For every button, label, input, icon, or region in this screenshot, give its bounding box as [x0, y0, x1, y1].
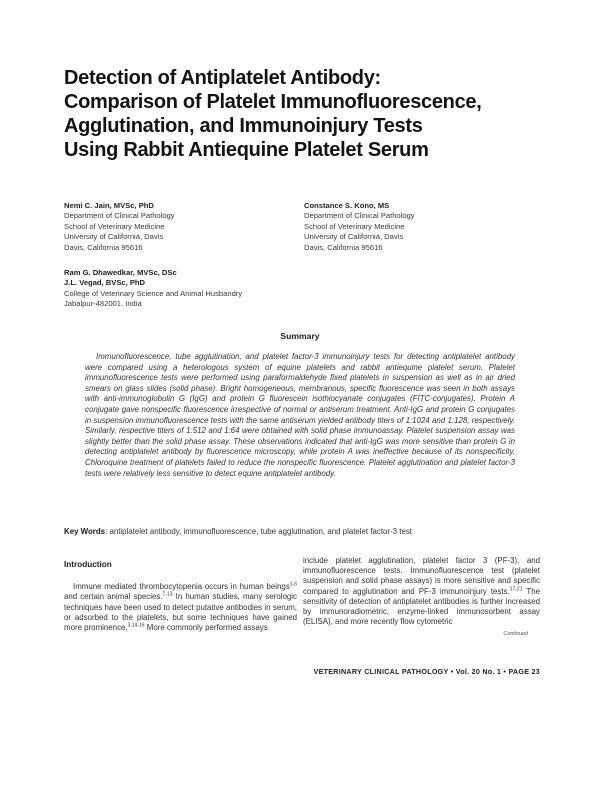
author-affiliation-line: College of Veterinary Science and Animal Husbandry — [64, 288, 243, 298]
article-title — [64, 66, 482, 162]
author-name: Ram G. Dhawedkar, MVSc, DSc — [64, 268, 177, 277]
author-affiliation-line: Davis, California 95616 — [304, 242, 383, 252]
author-block-dhawedkar-vegad — [64, 268, 324, 310]
author-affiliation-line: School of Veterinary Medicine — [304, 221, 405, 231]
body-text: The sensitivity of detection of antiplatelet antibodies is further increased by immunoradiometric, enzyme-linked immunosorbent assay (ELISA), and more recently flow cytometric — [303, 586, 540, 627]
author-affiliation-line: Jabalpur-482001, India — [64, 299, 142, 309]
journal-footer: VETERINARY CLINICAL PATHOLOGY • Vol. 20 No. 1 • PAGE 23 — [313, 667, 540, 676]
introduction-paragraph-continued — [303, 556, 540, 627]
introduction-paragraph — [64, 582, 297, 633]
body-text: include platelet agglutination, platelet factor 3 (PF-3), and immunofluorescence tests. Immunofluorescence test (platelet suspension and solid phase assays) is more sensitive and specific compared to agglutination and PF-3 immunoinjury tests. — [303, 556, 540, 596]
author-affiliation-line: University of California, Davis — [304, 232, 404, 242]
author-name: J.L. Vegad, BVSc, PhD — [64, 278, 146, 288]
keywords-text: : antiplatelet antibody, immunofluorescence, tube agglutination, and platelet factor-3 test — [105, 527, 412, 536]
author-affiliation-line: School of Veterinary Medicine — [64, 221, 165, 231]
body-column-left — [64, 560, 297, 633]
reference-superscript: 3,14-16 — [127, 622, 145, 629]
author-name: Constance S. Kono, MS — [304, 201, 390, 210]
body-text: More commonly performed assays — [144, 623, 268, 633]
author-affiliation-line: Davis, California 95616 — [64, 242, 143, 252]
body-text: In human studies, many serologic techniques have been used to detect putative antibodies in serum, or adsorbed to the platelets, but some techniques have gained more prominence. — [64, 592, 297, 633]
article-title-line: Comparison of Platelet Immunofluorescence, — [64, 91, 482, 113]
body-text: Immune mediated thrombocytopenia occurs in human beings — [73, 582, 290, 592]
author-affiliation-line: University of California, Davis — [64, 232, 164, 242]
keywords-line — [64, 527, 540, 536]
article-title-line: Using Rabbit Antiequine Platelet Serum — [64, 139, 429, 161]
keywords-label: Key Words — [64, 527, 106, 536]
article-title-line: Agglutination, and Immunoinjury Tests — [64, 115, 423, 137]
reference-superscript: 1-6 — [289, 581, 297, 588]
reference-superscript: 7-13 — [162, 591, 173, 598]
body-text: and certain animal species. — [64, 592, 163, 602]
reference-superscript: 17-21 — [509, 585, 523, 592]
summary-heading: Summary — [280, 331, 320, 341]
author-affiliation-line: Department of Clinical Pathology — [64, 211, 175, 221]
article-title-line: Detection of Antiplatelet Antibody: — [64, 67, 381, 89]
author-block-kono — [304, 201, 539, 253]
continued-note: Continued — [503, 631, 528, 638]
body-column-right — [303, 556, 540, 640]
author-affiliation-line: Department of Clinical Pathology — [304, 211, 415, 221]
author-name: Nemi C. Jain, MVSc, PhD — [64, 201, 154, 210]
introduction-heading: Introduction — [64, 560, 112, 569]
summary-abstract: Immunofluorescence, tube agglutination, and platelet factor-3 immunoinjury tests for detecting antiplatelet antibody were compared using a heterologous system of equine platelets and rabbit antiequine platelet serum. Platelet immunofluorescence tests were performed using paraformaldehyde fixed platelets in suspension as well as in air dried smears on glass slides (solid phase). Bright homogeneous, membranous, specific fluorescence was seen in both assays with anti-immunoglobulin G (IgG) and protein G fluorescein isothiocyanate conjugates (FITC-conjugates). Protein A conjugate gave nonspecific fluorescence irrespective of normal or antiserum treatment. Anti-IgG and protein G conjugates in suspension immunofluorescence tests with the same antiserum yielded antibody titers of 1:1024 and 1:128, respectively. Similarly, respective titers of 1:512 and 1:64 were obtained with solid phase immunoassay. Platelet suspension assay was slightly better than the solid phase assay. These observations indicated that anti-IgG was more sensitive than protein G in detecting antiplatelet antibody by fluorescence microscopy, while protein A was ineffective because of its nonspecificity. Chloroquine treatment of platelets failed to reduce the nonspecific fluorescence. Platelet agglutination and platelet factor-3 tests were relatively less sensitive to detect equine antiplatelet antibody. — [85, 352, 515, 478]
author-block-jain — [64, 201, 299, 253]
